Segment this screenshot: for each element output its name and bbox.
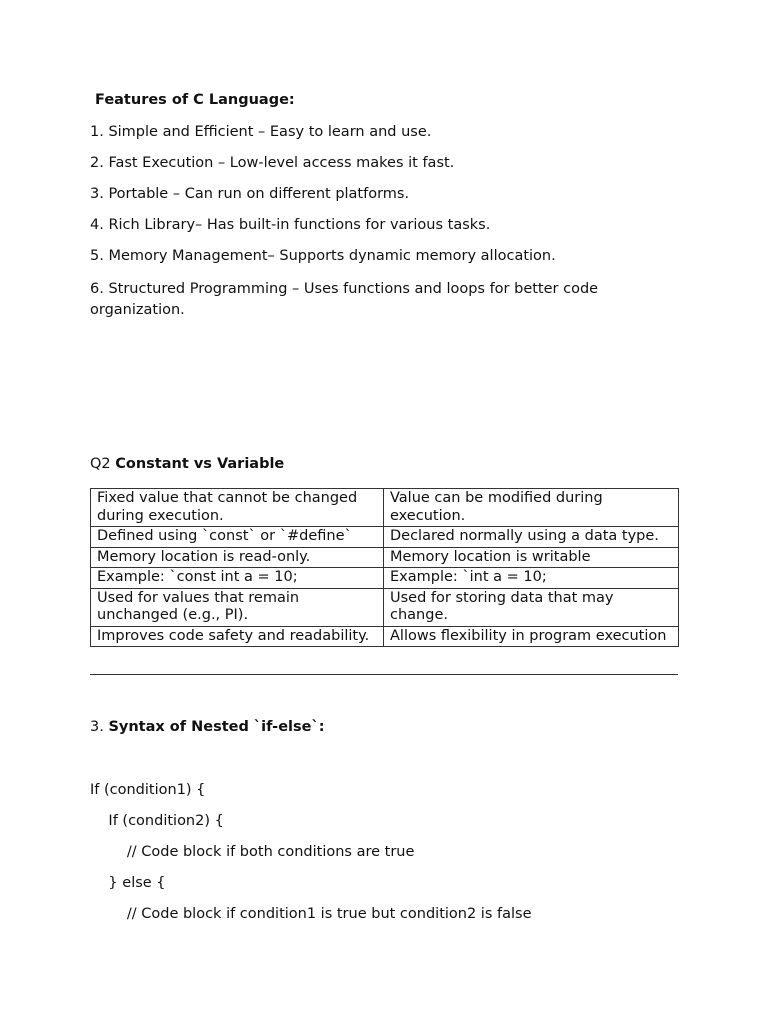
feature-item-3: 3. Portable – Can run on different platforms.: [90, 186, 410, 202]
table-cell: Defined using `const` or `#define`: [91, 527, 384, 548]
q3-title: Syntax of Nested `if-else`:: [108, 719, 325, 735]
q3-heading: [90, 719, 325, 735]
feature-item-6: 6. Structured Programming – Uses functions and loops for better code organization.: [90, 281, 599, 318]
table-cell: Used for storing data that may change.: [384, 588, 679, 626]
features-title: Features of C Language:: [95, 92, 295, 108]
q3-prefix: 3.: [90, 719, 109, 735]
table-cell: Fixed value that cannot be changed during execution.: [91, 489, 384, 527]
table-row: [91, 588, 679, 626]
table-cell: Example: `int a = 10;: [384, 568, 679, 589]
code-line-1: If (condition1) {: [90, 782, 206, 798]
horizontal-divider: [90, 674, 678, 675]
table-cell: Memory location is read-only.: [91, 547, 384, 568]
table-cell: Allows flexibility in program execution: [384, 626, 679, 647]
code-line-5: // Code block if condition1 is true but condition2 is false: [90, 906, 532, 922]
table-cell: Improves code safety and readability.: [91, 626, 384, 647]
table-row: [91, 527, 679, 548]
q2-title: Constant vs Variable: [115, 456, 285, 472]
table-cell: Value can be modified during execution.: [384, 489, 679, 527]
table-row: [91, 489, 679, 527]
table-row: [91, 547, 679, 568]
feature-item-2: 2. Fast Execution – Low-level access makes it fast.: [90, 155, 455, 171]
table-cell: Memory location is writable: [384, 547, 679, 568]
code-line-2: If (condition2) {: [90, 813, 224, 829]
constant-vs-variable-table: [90, 488, 679, 647]
table-cell: Declared normally using a data type.: [384, 527, 679, 548]
feature-item-5: 5. Memory Management– Supports dynamic memory allocation.: [90, 248, 556, 264]
table-row: [91, 568, 679, 589]
table-cell: Example: `const int a = 10;: [91, 568, 384, 589]
code-line-4: } else {: [90, 875, 166, 891]
table-row: [91, 626, 679, 647]
q2-prefix: Q2: [90, 456, 116, 472]
code-line-3: // Code block if both conditions are true: [90, 844, 415, 860]
table-cell: Used for values that remain unchanged (e.g., PI).: [91, 588, 384, 626]
q2-heading: [90, 456, 284, 472]
feature-item-1: 1. Simple and Efficient – Easy to learn and use.: [90, 124, 432, 140]
feature-item-4: 4. Rich Library– Has built-in functions for various tasks.: [90, 217, 491, 233]
